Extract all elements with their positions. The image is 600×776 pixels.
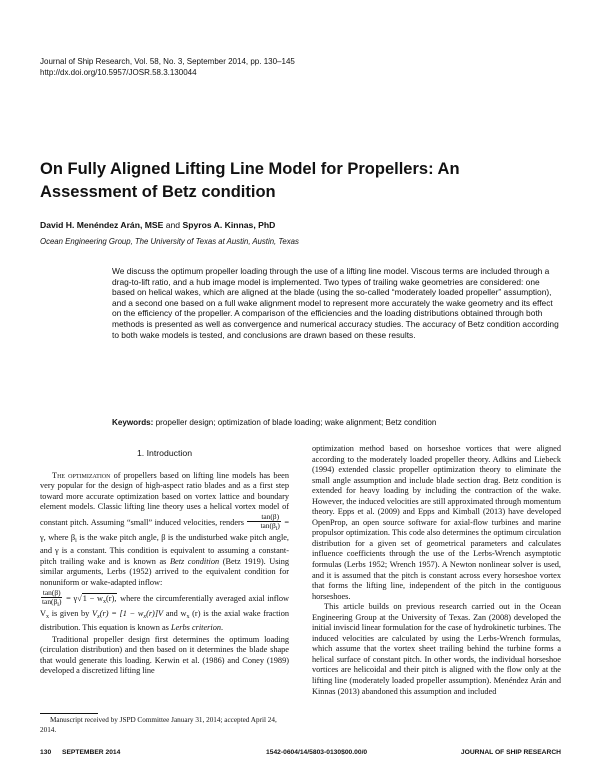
eq-inflow-c: (r)]V bbox=[146, 609, 164, 619]
footnote-divider bbox=[40, 713, 98, 714]
fraction-denominator bbox=[41, 598, 62, 609]
doi-link[interactable]: http://dx.doi.org/10.5957/JOSR.58.3.130044 bbox=[40, 68, 197, 77]
eq-inflow-a: V bbox=[92, 609, 98, 619]
sqrt-text: 1 − w bbox=[82, 594, 104, 604]
sqrt-end: (r), bbox=[106, 594, 117, 604]
page-number: 130 bbox=[40, 749, 52, 756]
eq-inflow-b: (r) = [1 − w bbox=[99, 609, 144, 619]
fraction-denominator-text: tan(β bbox=[42, 597, 58, 607]
page-footer bbox=[40, 749, 561, 759]
right-column bbox=[312, 444, 561, 697]
lerbs-criterion-term: Lerbs criterion bbox=[170, 623, 221, 633]
equation-lerbs-rhs: = γ bbox=[66, 594, 78, 604]
equation-inflow bbox=[92, 609, 164, 621]
equation-lerbs-fraction bbox=[41, 589, 62, 609]
fraction-numerator: tan(β) bbox=[42, 588, 61, 598]
footer-issn-code: 1542-0604/14/5803-0130$00.00/0 bbox=[266, 749, 368, 756]
fraction-denominator-subscript: i bbox=[275, 525, 278, 532]
betz-condition-term: Betz condition bbox=[169, 556, 220, 566]
intro-text-a: of propellers based on lifting line models has been very popular for the design of high-aspect ratio blades and as a first step toward more accurate optimization based on vortex lattice and boundary element models. Classic lifting line theory uses a helical vortex model of constant pitch. Assuming “small” induced velocities, renders bbox=[40, 470, 290, 527]
intro-text-c: is the wake pitch angle, β is the undisturbed wake pitch angle, and γ is a constant. This condition is equivalent to assuming a constant-pitch trailing wake and is known as bbox=[40, 532, 290, 566]
eq-inflow-sub-b: x bbox=[143, 614, 147, 621]
affiliation: Ocean Engineering Group, The University of Texas at Austin, Austin, Texas bbox=[40, 237, 299, 246]
author-conjunction: and bbox=[165, 220, 181, 230]
author-2: Spyros A. Kinnas, PhD bbox=[182, 220, 276, 230]
author-1: David H. Menéndez Arán, MSE bbox=[40, 220, 164, 230]
abstract: We discuss the optimum propeller loading through the use of a lifting line model. Viscous terms are included through a drag-to-lift ratio, and a hub image model is implemented. Two types of trailing wake geometries are considered: one based on helical wakes, which are aligned at the blade (using the so-called “moderately loaded propeller” assumption), and a second one based on a full wake alignment model to represent more accurately the wake geometry and its effect on the efficiency of the propeller. A comparison of the efficiencies and the loading distributions obtained through both methods is presented as well as convergence and numerical accuracy studies. The accuracy of Betz condition according to both wake models is tested, and conclusions are drawn based on these results. bbox=[112, 266, 559, 340]
equation-lerbs-sqrt bbox=[82, 593, 118, 606]
intro-paragraph-3: optimization method based on horseshoe vortices that were aligned according to the moderately loaded propeller theory. Adkins and Liebeck (1994) extended classic propeller optimization theory to eliminate the small angle assumption and include blade section drag. Betz condition is extended for heavy loading by including the contraction of the wake. However, the induced velocities are still approximated through momentum theory. Epps et al. (2009) and Epps and Kimball (2013) have developed OpenProp, an open source software for axial-flow turbines and marine propulsor optimization. This code also determines the optimum circulation distribution for a given set of geometrical parameters and calculates influence coefficients through the use of the Lerbs-Wrench asymptotic formulas (Lerbs 1952; Wrench 1957). A Newton nonlinear solver is used, and it is assumed that the pitch is constant across every horseshoe vortex that forms the lifting line, independent of the pitch in the contiguous horseshoes. bbox=[312, 444, 561, 601]
equation-betz-fraction bbox=[247, 513, 280, 533]
intro-paragraph-2: Traditional propeller design first determines the optimum loading (circulation distribution) and then based on it determines the blade shape that would generate this loading. Kerwin et al. (1986) and Coney (1989) developed a discretized lifting line bbox=[40, 634, 289, 676]
intro-text-g-subscript: x bbox=[186, 614, 190, 621]
intro-text-e-subscript: x bbox=[46, 614, 49, 621]
fraction-denominator-subscript: i bbox=[57, 602, 59, 609]
intro-text-e: where the circumferentially averaged axial inflow V bbox=[40, 594, 290, 619]
footer-date: SEPTEMBER 2014 bbox=[62, 749, 121, 756]
journal-citation-line: Journal of Ship Research, Vol. 58, No. 3, September 2014, pp. 130–145 bbox=[40, 57, 295, 66]
equation-lerbs-line: $\frac{\tan(\beta)}{\tan(\beta_i)}$ = $\gamma√1 - w_x(r)$, where the circumferentially averaged axial inflow $V_x$ is given by $V_x(r) = [1 - w_x(r)]V$ and $w_x$ (r) is the axial wake fraction distribution. This equation is known as Lerbs criterion. bbox=[40, 588, 290, 633]
fraction-numerator: tan(β) bbox=[247, 513, 280, 522]
author-line bbox=[40, 220, 275, 230]
fraction-denominator-end: ) bbox=[58, 597, 62, 607]
footnote: Manuscript received by JSPD Committee January 31, 2014; accepted April 24, 2014. bbox=[40, 716, 277, 734]
fraction-denominator-text: tan(β bbox=[260, 520, 276, 530]
intro-text-d: (Betz 1919). Using similar arguments, Lerbs (1952) arrived to the equivalent condition for nonuniform or wake-adapted inflow: bbox=[40, 556, 290, 587]
intro-paragraph-1 bbox=[40, 471, 289, 589]
intro-text-g: and w bbox=[165, 609, 187, 619]
equation-betz-rhs: = γ, bbox=[40, 517, 289, 542]
intro-text-f: is given by bbox=[51, 609, 90, 619]
keywords-text: propeller design; optimization of blade loading; wake alignment; Betz condition bbox=[155, 418, 437, 427]
journal-info bbox=[40, 56, 295, 78]
left-column bbox=[40, 448, 289, 677]
fraction-denominator-end: ) bbox=[277, 520, 280, 530]
intro-text-b: where β bbox=[48, 532, 76, 542]
fraction-denominator bbox=[247, 522, 280, 533]
intro-lead-in: The optimization bbox=[52, 470, 111, 480]
intro-text-h: (r) is the axial wake fraction distribution. This equation is known as bbox=[40, 609, 289, 633]
keywords-label: Keywords: bbox=[112, 418, 154, 427]
sqrt-subscript: x bbox=[103, 599, 107, 606]
keywords bbox=[112, 418, 561, 427]
footer-journal-name: JOURNAL OF SHIP RESEARCH bbox=[460, 749, 561, 756]
section-heading-introduction: 1. Introduction bbox=[136, 448, 193, 458]
intro-paragraph-4: This article builds on previous research carried out in the Ocean Engineering Group at the University of Texas. Zan (2008) developed the initial inviscid linear formulation for the case of hydrokinetic turbines. The induced velocities are calculated by using the Lerbs-Wrench formulas, which assume that the vortex sheet trailing behind the turbine forms a helical surface of constant pitch. In other words, the individual horseshoe vortices are helicoidal and their pitch is aligned with the flow only at the lifting line (moderately loaded propeller assumption). Menéndez Arán and Kinnas (2013) abandoned this assumption and included bbox=[312, 602, 561, 696]
intro-text-b-subscript: i bbox=[75, 537, 77, 544]
paper-title: On Fully Aligned Lifting Line Model for Propellers: An Assessment of Betz condition bbox=[40, 160, 460, 201]
eq-inflow-sub-a: x bbox=[97, 614, 100, 621]
